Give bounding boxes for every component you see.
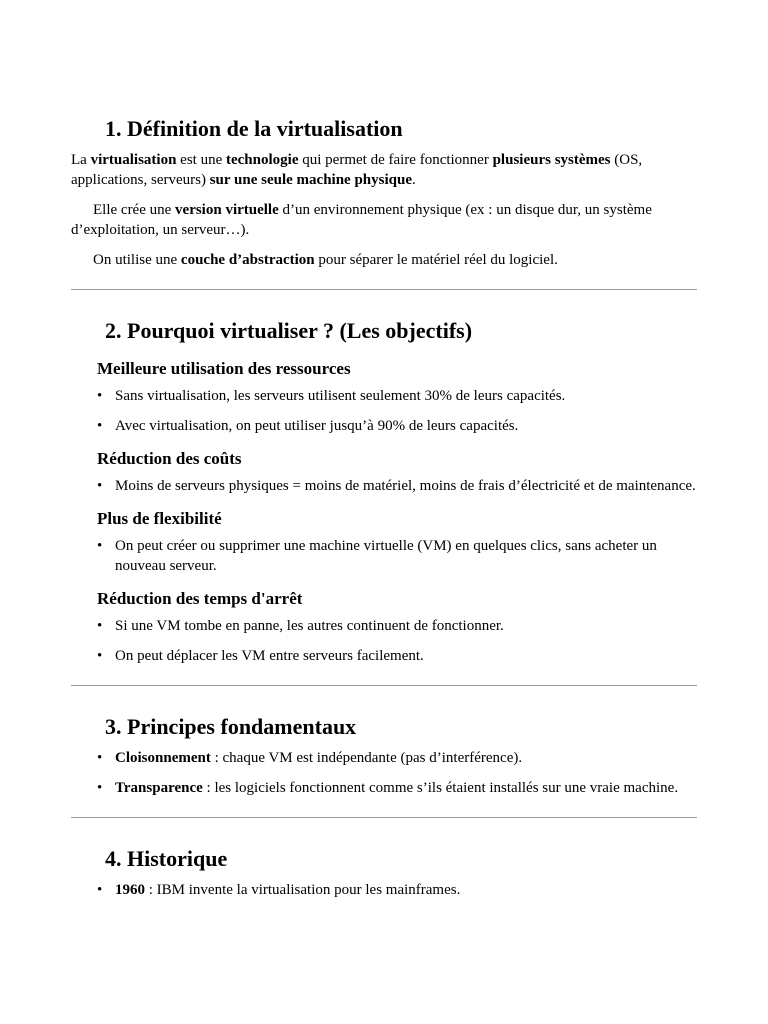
paragraph [71, 200, 697, 240]
bold-text: couche d’abstraction [180, 252, 315, 268]
list-item: • On peut déplacer les VM entre serveurs facilement. [97, 646, 697, 666]
bold-term: Transparence [115, 780, 203, 796]
list-item: • On peut créer ou supprimer une machine virtuelle (VM) en quelques clics, sans acheter un nouveau serveur. [97, 536, 697, 576]
bullet-list [71, 880, 697, 900]
bullet-list [71, 616, 697, 666]
paragraph [71, 150, 697, 190]
text: est une [176, 152, 226, 168]
list-item [97, 880, 697, 900]
text: La [71, 152, 91, 168]
subsection-heading: Réduction des coûts [97, 449, 242, 468]
section-definition [71, 114, 697, 290]
bold-text: virtualisation [90, 152, 177, 168]
subsection-heading: Réduction des temps d'arrêt [97, 589, 303, 608]
text: : les logiciels fonctionnent comme s’ils étaient installés sur une vraie machine. [202, 780, 679, 796]
text: : chaque VM est indépendante (pas d’interférence). [210, 750, 523, 766]
section-title: 2. Pourquoi virtualiser ? (Les objectifs) [105, 318, 473, 343]
section-objectives [71, 290, 697, 686]
section-principles [71, 686, 697, 818]
subsection-heading: Plus de flexibilité [97, 509, 222, 528]
paragraph [71, 250, 697, 270]
section-title: 1. Définition de la virtualisation [105, 116, 403, 141]
list-item: • Sans virtualisation, les serveurs utilisent seulement 30% de leurs capacités. [97, 386, 697, 406]
text: . [411, 172, 416, 188]
section-history [71, 818, 697, 900]
section-title: 4. Historique [105, 846, 228, 871]
text: Elle crée une [93, 202, 176, 218]
bullet-list [71, 748, 697, 798]
document-content [71, 114, 697, 910]
list-item: • Moins de serveurs physiques = moins de matériel, moins de frais d’électricité et de maintenance. [97, 476, 697, 496]
bold-term: 1960 [115, 882, 145, 898]
list-item: • Avec virtualisation, on peut utiliser jusqu’à 90% de leurs capacités. [97, 416, 697, 436]
text: pour séparer le matériel réel du logiciel. [314, 252, 558, 268]
subsection-heading: Meilleure utilisation des ressources [97, 359, 351, 378]
text: : IBM invente la virtualisation pour les mainframes. [145, 882, 461, 898]
bold-text: version virtuelle [175, 202, 279, 218]
bold-text: technologie [226, 152, 299, 168]
text: On utilise une [93, 252, 181, 268]
bold-text: sur une seule machine physique [209, 172, 412, 188]
bold-term: Cloisonnement [115, 750, 211, 766]
section-title: 3. Principes fondamentaux [105, 714, 357, 739]
bullet-list [71, 386, 697, 436]
bold-text: plusieurs systèmes [492, 152, 611, 168]
list-item [97, 778, 697, 798]
list-item [97, 748, 697, 768]
bullet-list [71, 536, 697, 576]
bullet-list [71, 476, 697, 496]
text: d’un environnement physique (ex : un disque dur, un système d’exploitation, un serveur…). [71, 202, 652, 238]
text: qui permet de faire fonctionner [298, 152, 493, 168]
text: (OS, applications, serveurs) [71, 152, 643, 188]
list-item: • Si une VM tombe en panne, les autres continuent de fonctionner. [97, 616, 697, 636]
